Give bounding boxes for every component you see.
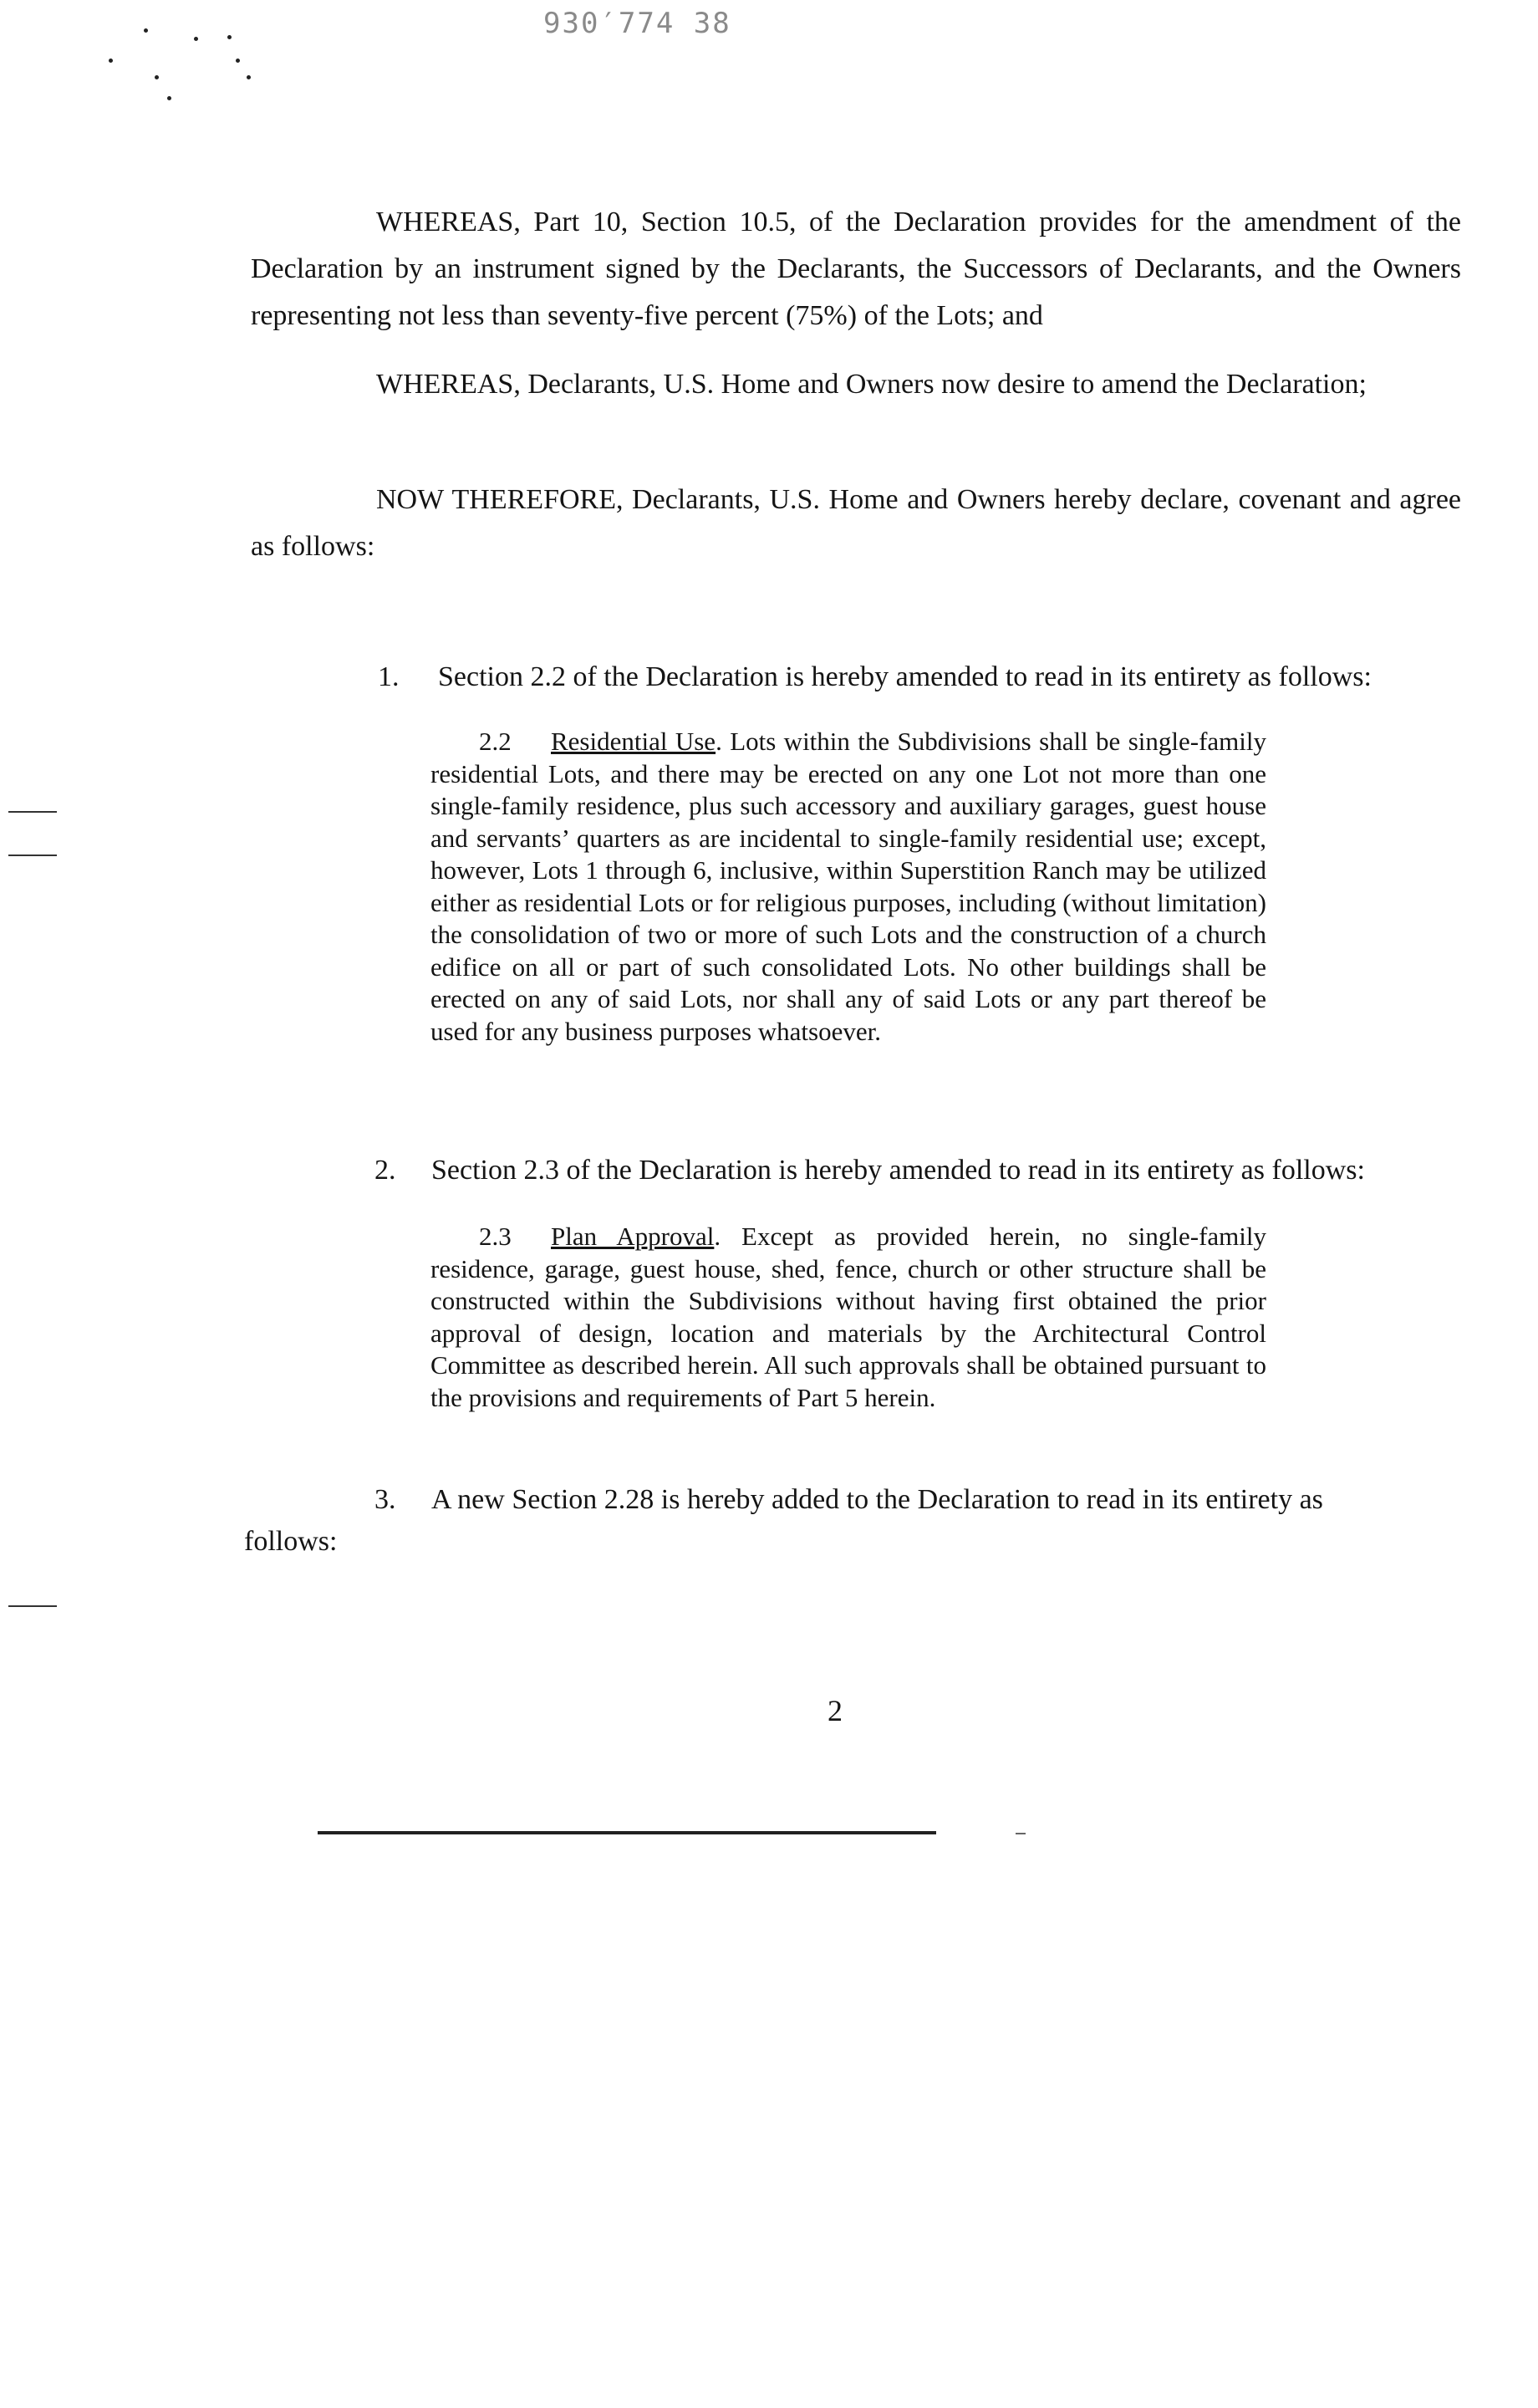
- amendment-item-3: [374, 1477, 1461, 1523]
- whereas-paragraph-1: [251, 199, 1461, 339]
- page-number: 2: [828, 1694, 843, 1727]
- recording-number: 930′774 38: [543, 7, 731, 40]
- amendment-item-2: [374, 1147, 1461, 1194]
- whereas-paragraph-2: [251, 361, 1461, 408]
- item-3-continuation: follows:: [244, 1526, 338, 1557]
- item-2-number: 2.: [374, 1155, 396, 1186]
- quote-2-2-number: 2.2: [479, 727, 512, 756]
- item-1-text: Section 2.2 of the Declaration is hereby amended to read in its entirety as follows:: [438, 661, 1372, 692]
- item-3-number: 3.: [374, 1484, 396, 1515]
- whereas-2-text: WHEREAS, Declarants, U.S. Home and Owners now desire to amend the Declaration;: [376, 369, 1367, 400]
- now-therefore-paragraph: [251, 477, 1461, 570]
- quote-2-3-heading: Plan Approval: [551, 1222, 715, 1251]
- quote-2-2-heading: Residential Use: [551, 727, 716, 756]
- footer-rule: [318, 1831, 936, 1834]
- quote-2-3-number: 2.3: [479, 1222, 512, 1251]
- item-1-number: 1.: [378, 661, 400, 692]
- footer-dash: [1016, 1833, 1026, 1834]
- amendment-item-1: [378, 654, 1464, 701]
- whereas-1-text: WHEREAS, Part 10, Section 10.5, of the Declaration provides for the amendment of the Declaration by an instrument signed by the Declarants, the Successors of Declarants, and the Owners representing not less than seventy-five percent (75%) of the Lots; and: [251, 207, 1461, 331]
- section-2-2-quote: [430, 726, 1266, 1048]
- now-therefore-text: NOW THEREFORE, Declarants, U.S. Home and Owners hereby declare, covenant and agree as follows:: [251, 484, 1461, 562]
- item-3-text: A new Section 2.28 is hereby added to the Declaration to read in its entirety as: [431, 1484, 1323, 1515]
- section-2-3-quote: [430, 1221, 1266, 1414]
- quote-2-2-text: . Lots within the Subdivisions shall be single-family residential Lots, and there may be erected on any one Lot not more than one single-family residence, plus such accessory and auxiliary garages, guest house and servants’ quarters as are incidental to single-family residential use; except, however, Lots 1 through 6, inclusive, within Superstition Ranch may be utilized either as residential Lots or for religious purposes, including (without limitation) the consolidation of two or more of such Lots and the construction of a church edifice on all or part of such consolidated Lots. No other buildings shall be erected on any of said Lots, nor shall any of said Lots or any part thereof be used for any business purposes whatsoever.: [430, 727, 1266, 1046]
- item-2-text: Section 2.3 of the Declaration is hereby amended to read in its entirety as follows:: [431, 1155, 1365, 1186]
- quote-2-3-text: . Except as provided herein, no single-family residence, garage, guest house, shed, fence, church or other structure shall be constructed within the Subdivisions without having first obtained the prior approval of design, location and materials by the Architectural Control Committee as described herein. All such approvals shall be obtained pursuant to the provisions and requirements of Part 5 herein.: [430, 1222, 1266, 1412]
